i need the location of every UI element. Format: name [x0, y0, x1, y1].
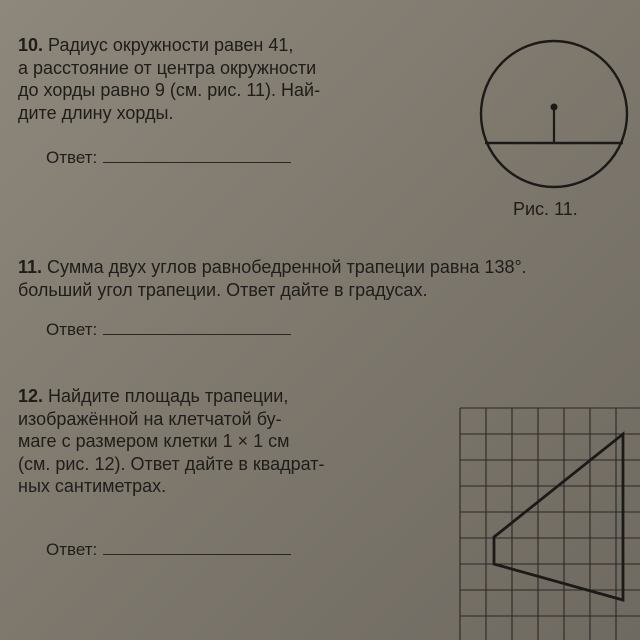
- answer-label: Ответ:: [46, 320, 98, 339]
- problem-12-line-4: (см. рис. 12). Ответ дайте в квадрат-: [18, 453, 325, 474]
- center-point: [551, 104, 558, 111]
- problem-11-line-1: 11. Сумма двух углов равнобедренной трапеции равна 138°.: [18, 257, 527, 277]
- problem-10-answer: [46, 148, 291, 168]
- problem-10-line-1: 10. Радиус окружности равен 41,: [18, 35, 294, 55]
- circle: [481, 41, 627, 187]
- answer-line[interactable]: [103, 320, 291, 335]
- answer-label: Ответ:: [46, 540, 98, 559]
- figure-11-caption: Рис. 11.: [513, 199, 578, 219]
- problem-11-line-2: больший угол трапеции. Ответ дайте в градусах.: [18, 279, 428, 300]
- problem-12-line-2: изображённой на клетчатой бу-: [18, 408, 282, 429]
- answer-line[interactable]: [103, 148, 291, 163]
- problem-11: [18, 256, 640, 301]
- problem-12-answer: [46, 540, 291, 560]
- problem-12-line-1: 12. Найдите площадь трапеции,: [18, 386, 289, 406]
- problem-12: [18, 385, 388, 498]
- grid: [460, 408, 640, 640]
- problem-10-line-3: до хорды равно 9 (см. рис. 11). Най-: [18, 80, 321, 100]
- problem-12-line-3: маге с размером клетки 1 × 1 см: [18, 431, 290, 451]
- trapezoid: [494, 434, 623, 600]
- problem-12-number: 12.: [18, 386, 44, 406]
- problem-10-number: 10.: [18, 35, 44, 55]
- answer-label: Ответ:: [46, 148, 98, 167]
- problem-12-line-5: ных сантиметрах.: [18, 476, 167, 496]
- problem-10: [18, 34, 368, 124]
- problem-11-number: 11.: [18, 257, 43, 277]
- problem-10-line-2: а расстояние от центра окружности: [18, 57, 317, 78]
- problem-10-line-4: дите длину хорды.: [18, 102, 174, 123]
- problem-11-answer: [46, 320, 291, 340]
- answer-line[interactable]: [103, 540, 291, 555]
